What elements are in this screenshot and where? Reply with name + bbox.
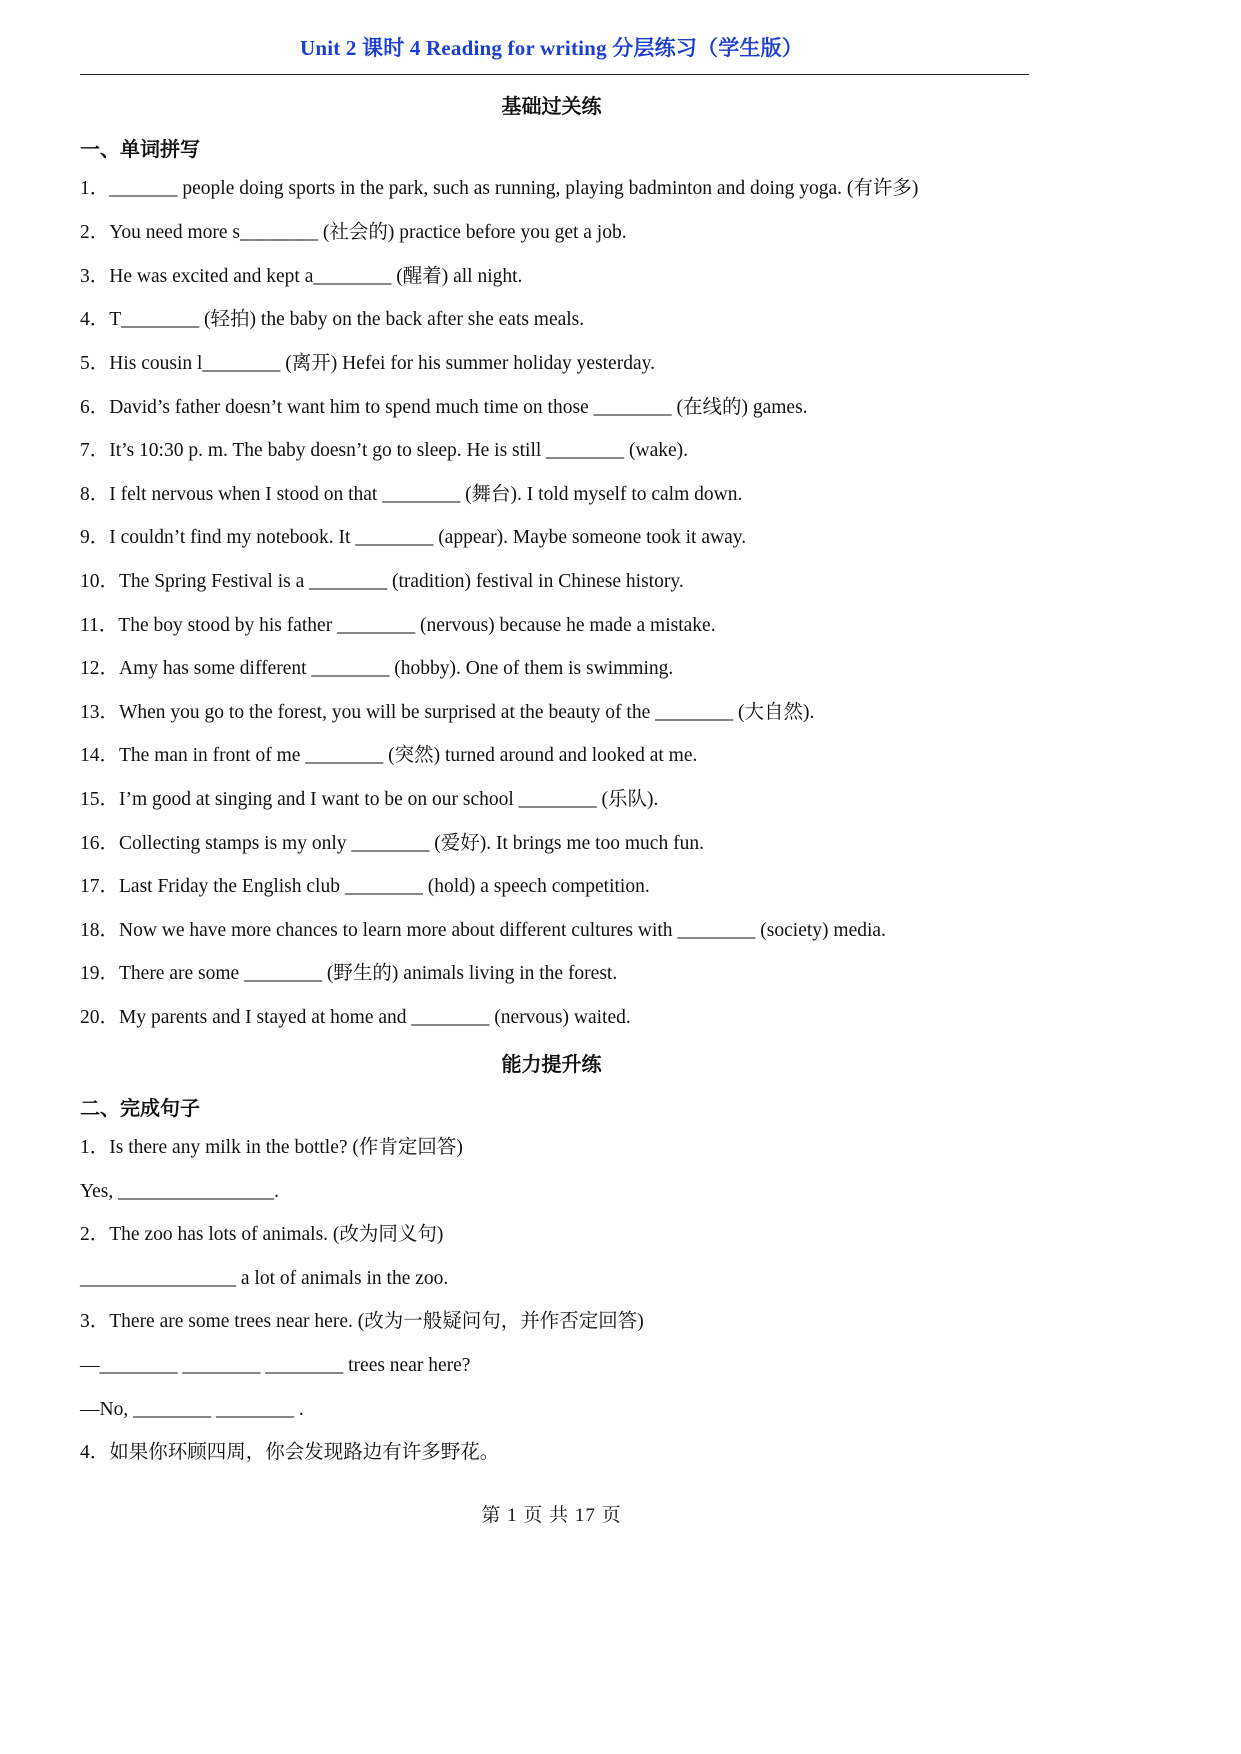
question-line: 18．Now we have more chances to learn more about different cultures with ________ (society) media.: [80, 920, 886, 941]
question-line: 1．_______ people doing sports in the park, such as running, playing badminton and doing yoga. (有许多): [80, 178, 919, 199]
question-line: 5．His cousin l________ (离开) Hefei for his summer holiday yesterday.: [80, 353, 655, 374]
question-line: 9．I couldn’t find my notebook. It ________ (appear). Maybe someone took it away.: [80, 527, 747, 548]
question-line: 11．The boy stood by his father ________ (nervous) because he made a mistake.: [80, 615, 716, 636]
answer-line: ________________ a lot of animals in the zoo.: [80, 1268, 449, 1289]
part-heading-spelling: 一、单词拼写: [80, 139, 200, 161]
question-line: 6．David’s father doesn’t want him to spend much time on those ________ (在线的) games.: [80, 397, 808, 418]
question-line: 16．Collecting stamps is my only ________ (爱好). It brings me too much fun.: [80, 833, 704, 854]
question-line: 19．There are some ________ (野生的) animals living in the forest.: [80, 963, 618, 984]
question-line: 3．He was excited and kept a________ (醒着) all night.: [80, 266, 523, 287]
question-line: 15．I’m good at singing and I want to be on our school ________ (乐队).: [80, 789, 659, 810]
answer-line: Yes, ________________.: [80, 1181, 279, 1202]
header-title: Unit 2 课时 4 Reading for writing 分层练习（学生版）: [299, 36, 804, 60]
section-title-basic: 基础过关练: [501, 96, 602, 118]
question-line: 1．Is there any milk in the bottle? (作肯定回答): [80, 1137, 463, 1158]
part-heading-sentences: 二、完成句子: [80, 1098, 200, 1120]
question-line: 12．Amy has some different ________ (hobby). One of them is swimming.: [80, 658, 674, 679]
question-line: 10．The Spring Festival is a ________ (tradition) festival in Chinese history.: [80, 571, 684, 592]
question-line: 20．My parents and I stayed at home and ________ (nervous) waited.: [80, 1007, 631, 1028]
question-line: 14．The man in front of me ________ (突然) turned around and looked at me.: [80, 745, 698, 766]
question-line: 4．T________ (轻拍) the baby on the back after she eats meals.: [80, 309, 585, 330]
question-line: 2．The zoo has lots of animals. (改为同义句): [80, 1224, 444, 1245]
question-line: 13．When you go to the forest, you will be surprised at the beauty of the ________ (大自然).: [80, 702, 815, 723]
question-line: 3．There are some trees near here. (改为一般疑问句，并作否定回答): [80, 1311, 644, 1332]
question-line: 4．如果你环顾四周，你会发现路边有许多野花。: [80, 1442, 500, 1463]
question-line: 7．It’s 10:30 p. m. The baby doesn’t go to sleep. He is still ________ (wake).: [80, 440, 689, 461]
question-line: 17．Last Friday the English club ________ (hold) a speech competition.: [80, 876, 650, 897]
answer-line: —No, ________ ________ .: [80, 1399, 304, 1420]
page-footer: 第 1 页 共 17 页: [481, 1505, 622, 1526]
answer-line: —________ ________ ________ trees near here?: [80, 1355, 471, 1376]
header-divider: [80, 74, 1029, 75]
question-line: 2．You need more s________ (社会的) practice before you get a job.: [80, 222, 627, 243]
question-line: 8．I felt nervous when I stood on that ________ (舞台). I told myself to calm down.: [80, 484, 743, 505]
section-title-advanced: 能力提升练: [501, 1054, 602, 1076]
